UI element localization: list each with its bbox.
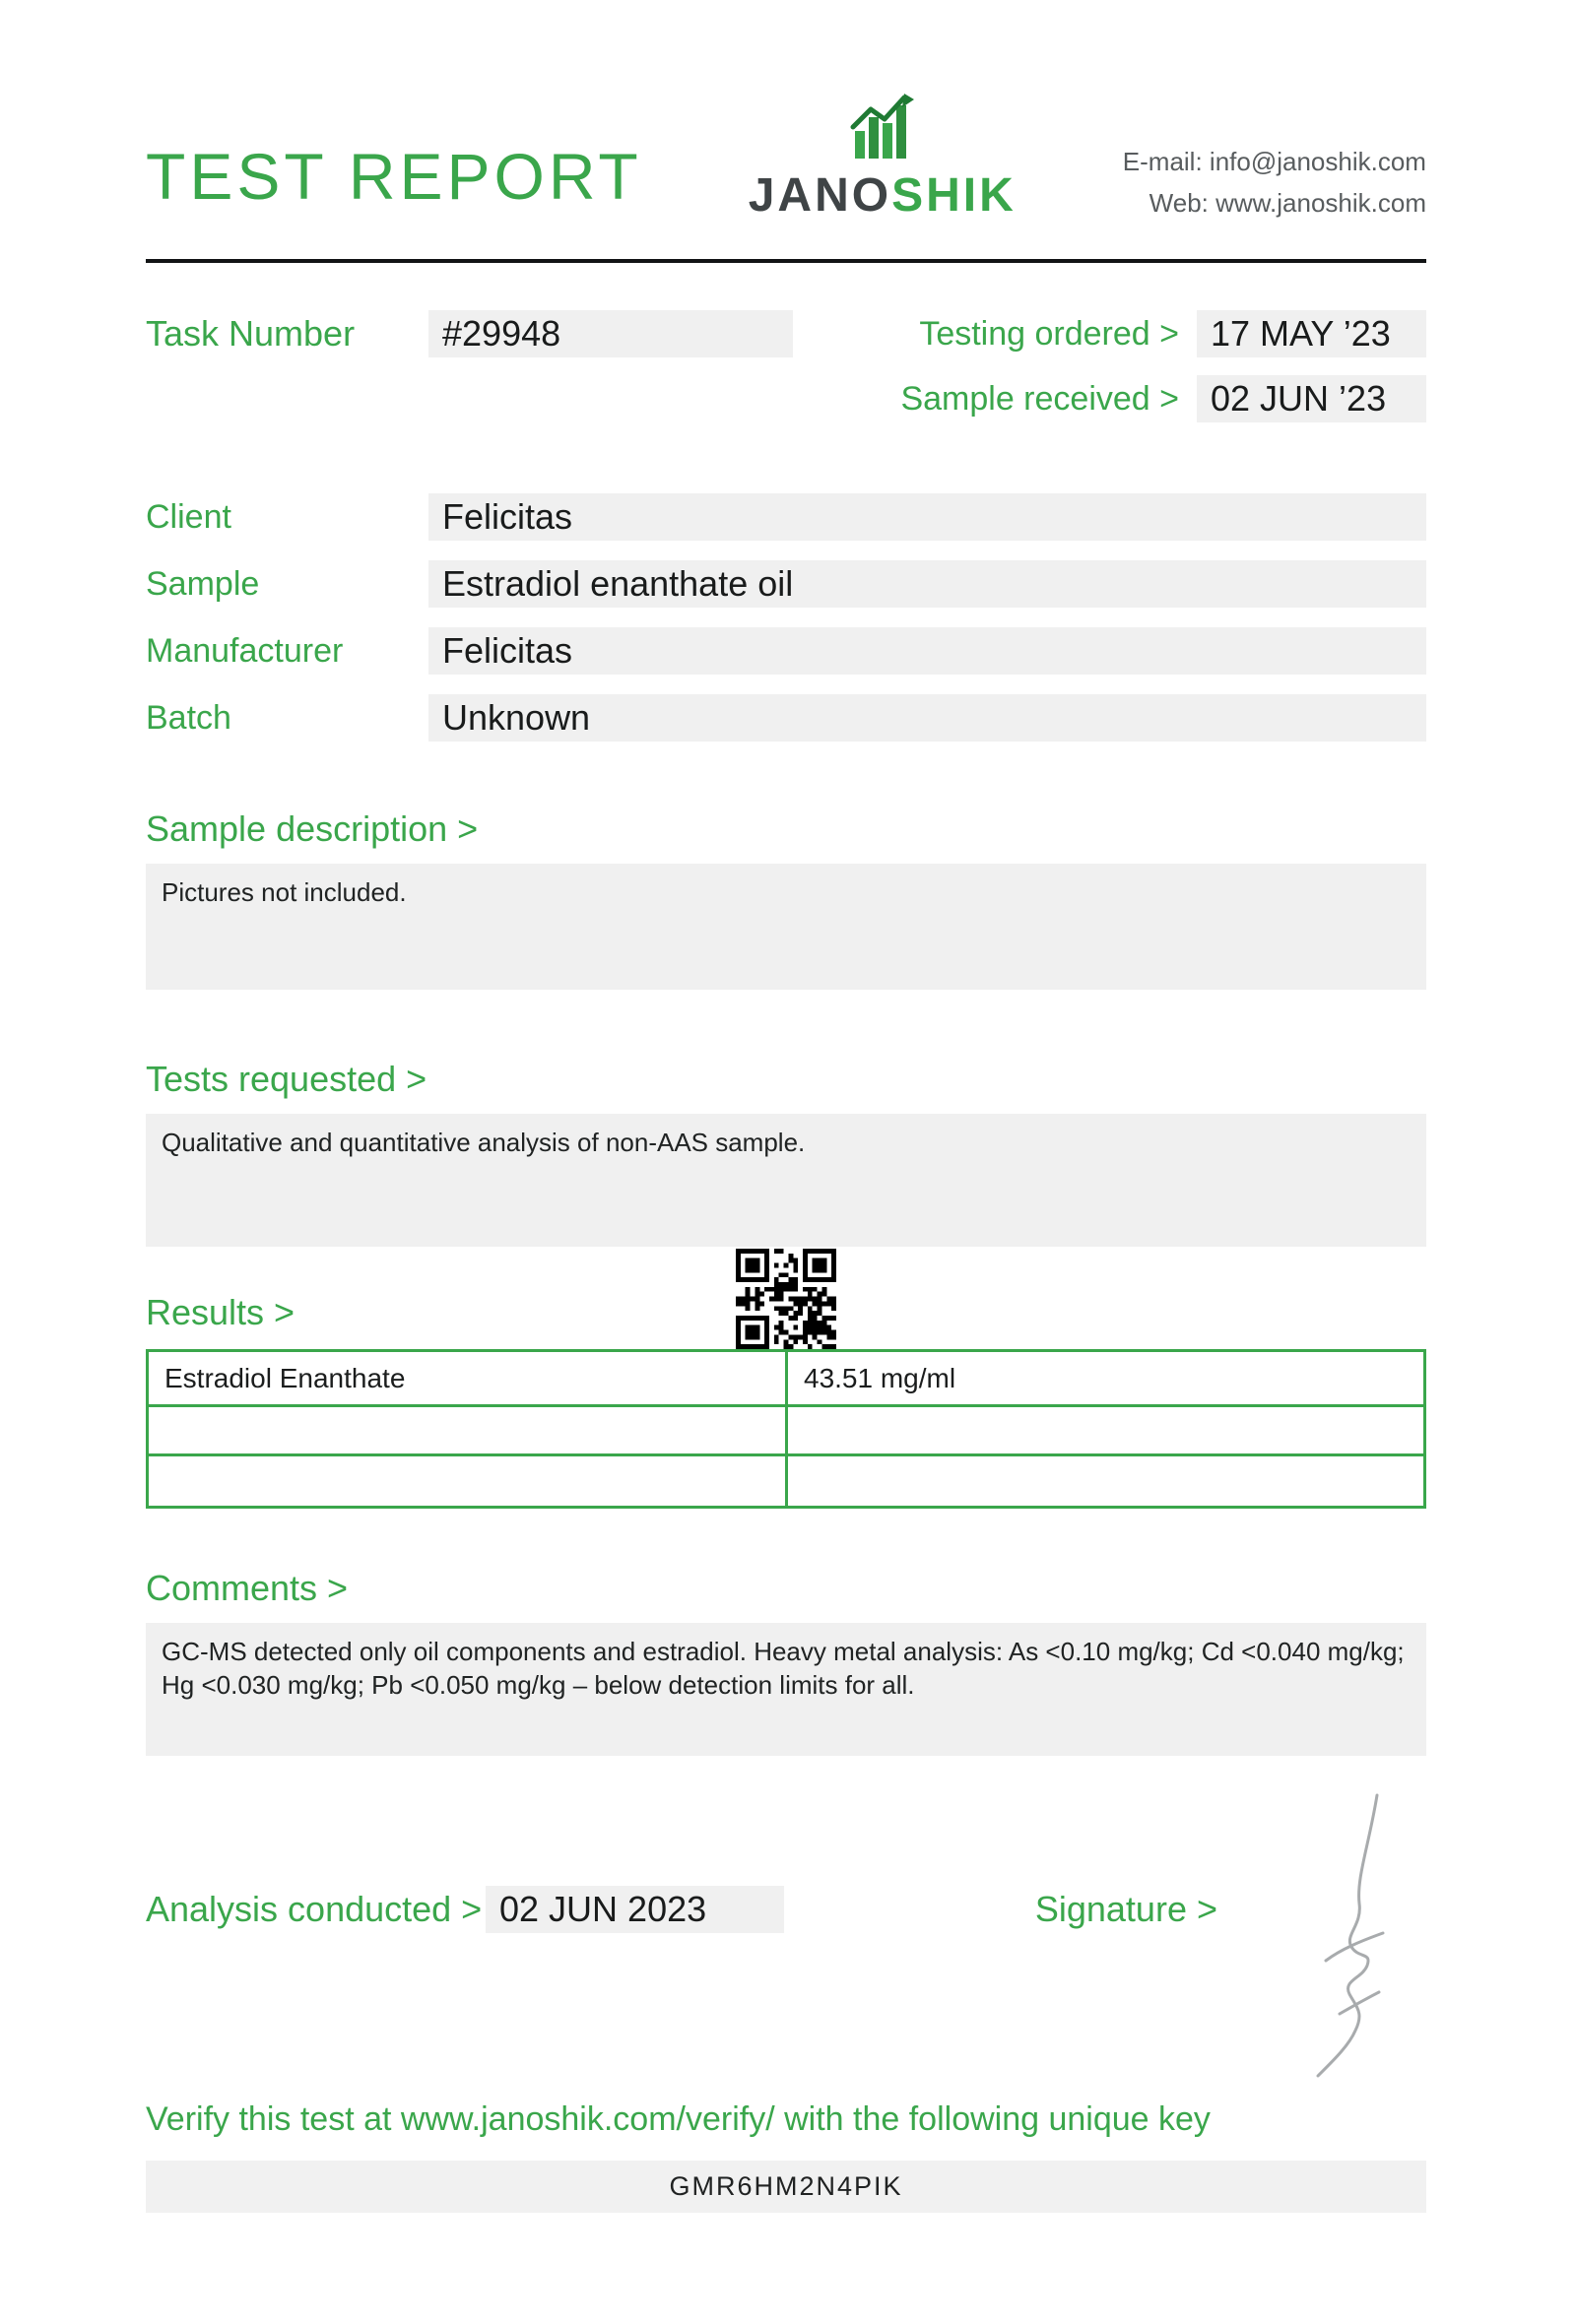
result-value-empty — [788, 1456, 1423, 1506]
comments-box: GC-MS detected only oil components and estradiol. Heavy metal analysis: As <0.10 mg/kg; Cd <0.040 mg/kg; Hg <0.030 mg/kg; Pb <0.050 mg/kg – below detection limits for all. — [146, 1623, 1426, 1756]
email-label: E-mail: — [1122, 147, 1203, 176]
signature-image — [1261, 1787, 1399, 2083]
results-heading: Results > — [146, 1292, 296, 1332]
sample-description-heading: Sample description > — [146, 808, 479, 849]
sample-received-label: Sample received > — [900, 380, 1179, 418]
sample-label: Sample — [146, 565, 260, 603]
client-info-section — [146, 493, 1426, 742]
manufacturer-label: Manufacturer — [146, 632, 344, 670]
tests-requested-heading: Tests requested > — [146, 1059, 427, 1099]
result-name-empty — [149, 1456, 788, 1506]
info-row-batch — [146, 694, 1426, 742]
results-section — [146, 1247, 1426, 1509]
info-row-sample — [146, 560, 1426, 608]
result-value-empty — [788, 1407, 1423, 1456]
analysis-signature-row — [146, 1886, 1426, 1933]
email-line — [1123, 141, 1426, 182]
meta-section — [146, 310, 1426, 422]
client-value: Felicitas — [428, 493, 1426, 541]
info-row-manufacturer — [146, 627, 1426, 675]
analysis-conducted-label: Analysis conducted > — [146, 1889, 483, 1929]
qr-code — [736, 1249, 836, 1349]
janoshik-logo — [748, 94, 1017, 224]
analysis-conducted-value: 02 JUN 2023 — [486, 1886, 784, 1933]
tests-requested-section — [146, 1059, 1426, 1247]
task-number-row — [146, 310, 793, 422]
sample-received-value: 02 JUN ’23 — [1197, 375, 1426, 422]
page-title: TEST REPORT — [146, 140, 642, 213]
logo-text-shik: SHIK — [891, 169, 1017, 222]
result-name: Estradiol Enanthate — [149, 1352, 788, 1407]
manufacturer-value: Felicitas — [428, 627, 1426, 675]
batch-value: Unknown — [428, 694, 1426, 742]
sample-received-row — [896, 375, 1426, 422]
logo-text-jano: JANO — [748, 169, 892, 222]
bar-chart-icon — [847, 94, 918, 162]
header-divider — [146, 259, 1426, 263]
dates-block — [896, 310, 1426, 422]
testing-ordered-label: Testing ordered > — [919, 315, 1179, 353]
sample-description-section — [146, 808, 1426, 990]
unique-key: GMR6HM2N4PIK — [146, 2161, 1426, 2213]
results-table — [146, 1349, 1426, 1509]
info-row-client — [146, 493, 1426, 541]
comments-section — [146, 1568, 1426, 1756]
signature-label: Signature > — [1034, 1889, 1217, 1929]
batch-label: Batch — [146, 699, 231, 737]
task-number-label: Task Number — [146, 313, 356, 354]
testing-ordered-value: 17 MAY ’23 — [1197, 310, 1426, 357]
result-name-empty — [149, 1407, 788, 1456]
email-value: info@janoshik.com — [1209, 147, 1426, 176]
web-line — [1123, 182, 1426, 224]
web-label: Web: — [1149, 188, 1209, 218]
header — [146, 94, 1426, 224]
web-value: www.janoshik.com — [1215, 188, 1426, 218]
sample-description-box: Pictures not included. — [146, 864, 1426, 990]
client-label: Client — [146, 498, 231, 536]
logo-text — [749, 168, 1017, 223]
task-number-value: #29948 — [428, 310, 793, 357]
contact-info — [1123, 141, 1426, 224]
tests-requested-box: Qualitative and quantitative analysis of non-AAS sample. — [146, 1114, 1426, 1247]
verify-text: Verify this test at www.janoshik.com/verify/ with the following unique key — [146, 2100, 1211, 2138]
result-value: 43.51 mg/ml — [788, 1352, 1423, 1407]
sample-value: Estradiol enanthate oil — [428, 560, 1426, 608]
comments-heading: Comments > — [146, 1568, 349, 1608]
testing-ordered-row — [896, 310, 1426, 357]
